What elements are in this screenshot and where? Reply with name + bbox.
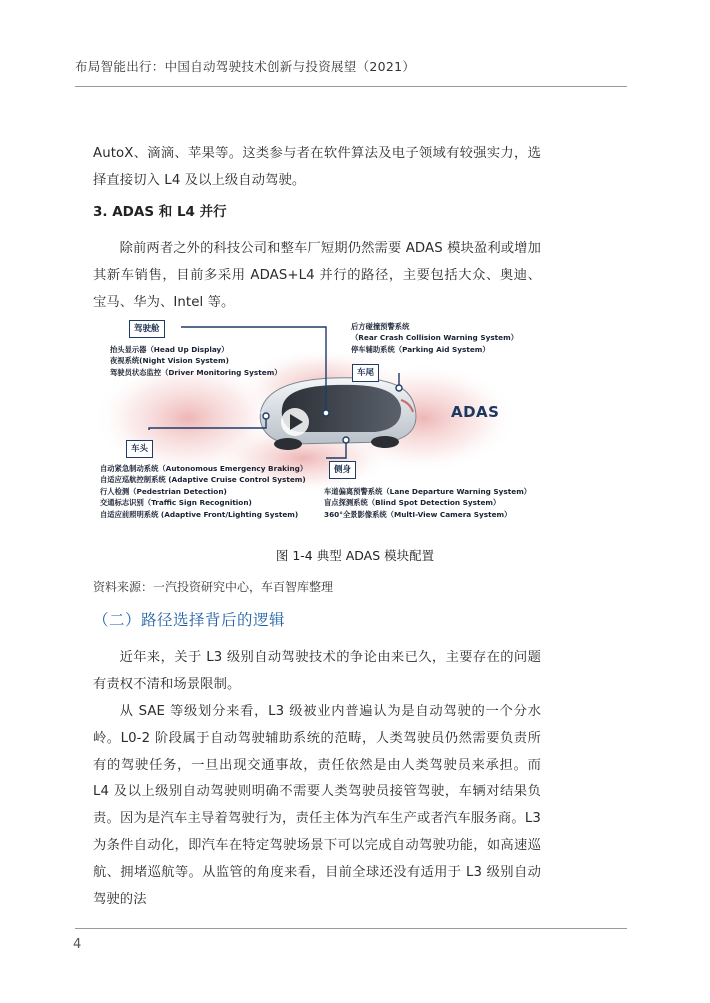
section-heading: （二）路径选择背后的逻辑 bbox=[93, 611, 286, 629]
front-systems-list bbox=[100, 463, 307, 520]
rear-item: （Rear Crash Collision Warning System） bbox=[351, 333, 519, 343]
front-item: 行人检测（Pedestrian Detection) bbox=[100, 486, 227, 496]
front-item: 交通标志识别（Traffic Sign Recognition) bbox=[100, 498, 252, 508]
front-item: 自适应前照明系统 (Adaptive Front/Lighting System) bbox=[100, 509, 299, 519]
figure-source: 资料来源：一汽投资研究中心，车百智库整理 bbox=[93, 580, 334, 594]
cockpit-item: 抬头显示器（Head Up Display） bbox=[110, 345, 229, 354]
cockpit-systems-list bbox=[110, 344, 282, 378]
cockpit-item: 驾驶员状态监控（Driver Monitoring System） bbox=[110, 367, 282, 377]
cockpit-box: 驾驶舱 bbox=[129, 320, 165, 338]
cockpit-item: 夜视系统(Night Vision System) bbox=[110, 356, 229, 366]
adas-title: ADAS bbox=[451, 403, 500, 421]
section-paragraph-2: 从 SAE 等级划分来看，L3 级被业内普遍认为是自动驾驶的一个分水岭。L0-2 阶段属于自动驾驶辅助系统的范畴，人类驾驶员仍然需要负责所有的驾驶任务，一旦出现交通事故，责任依然是由人类驾驶员来承担。而 L4 及以上级别自动驾驶则明确不需要人类驾驶员接管驾驶，车辆对结果负责。因为是汽车主导着驾驶行为，责任主体为汽车生产或者汽车服务商。L3 为条件自动化，即汽车在特定驾驶场景下可以完成自动驾驶功能，如高速巡航、拥堵巡航等。从监管的角度来看，目前全球还没有适用于 L3 级别自动驾驶的法 bbox=[93, 704, 541, 907]
front-item: 自适应巡航控制系统 (Adaptive Cruise Control System) bbox=[100, 475, 306, 485]
side-systems-list bbox=[324, 486, 531, 520]
header-divider bbox=[75, 86, 627, 87]
front-box: 车头 bbox=[126, 440, 153, 458]
figure-caption: 图 1-4 典型 ADAS 模块配置 bbox=[275, 548, 435, 563]
footer-divider bbox=[75, 928, 627, 929]
section-paragraph-1: 近年来，关于 L3 级别自动驾驶技术的争论由来已久，主要存在的问题有责权不清和场景限制。 bbox=[93, 650, 541, 692]
rear-box: 车尾 bbox=[352, 364, 379, 382]
front-item: 自动紧急制动系统（Autonomous Emergency Braking） bbox=[100, 464, 308, 473]
side-item: 盲点探测系统（Blind Spot Detection System） bbox=[324, 498, 501, 508]
rear-item: 停车辅助系统（Parking Aid System） bbox=[351, 344, 490, 354]
intro-paragraph: AutoX、滴滴、苹果等。这类参与者在软件算法及电子领域有较强实力，选择直接切入 L4 及以上级自动驾驶。 bbox=[93, 146, 541, 188]
running-header: 布局智能出行：中国自动驾驶技术创新与投资展望（2021） bbox=[75, 59, 416, 74]
subheading-adas-l4: 3. ADAS 和 L4 并行 bbox=[93, 204, 227, 220]
rear-systems-list bbox=[351, 321, 518, 355]
side-item: 车道偏离预警系统（Lane Departure Warning System） bbox=[324, 487, 532, 496]
side-box: 侧身 bbox=[329, 461, 356, 479]
side-item: 360°全景影像系统（MultI-View Camera System） bbox=[324, 509, 512, 519]
paragraph-adas: 除前两者之外的科技公司和整车厂短期仍然需要 ADAS 模块盈利或增加其新车销售，目前多采用 ADAS+L4 并行的路径，主要包括大众、奥迪、宝马、华为、Intel 等。 bbox=[93, 241, 541, 310]
page-number: 4 bbox=[73, 937, 82, 952]
adas-diagram bbox=[93, 318, 545, 530]
rear-item: 后方碰撞预警系统 bbox=[351, 322, 410, 331]
